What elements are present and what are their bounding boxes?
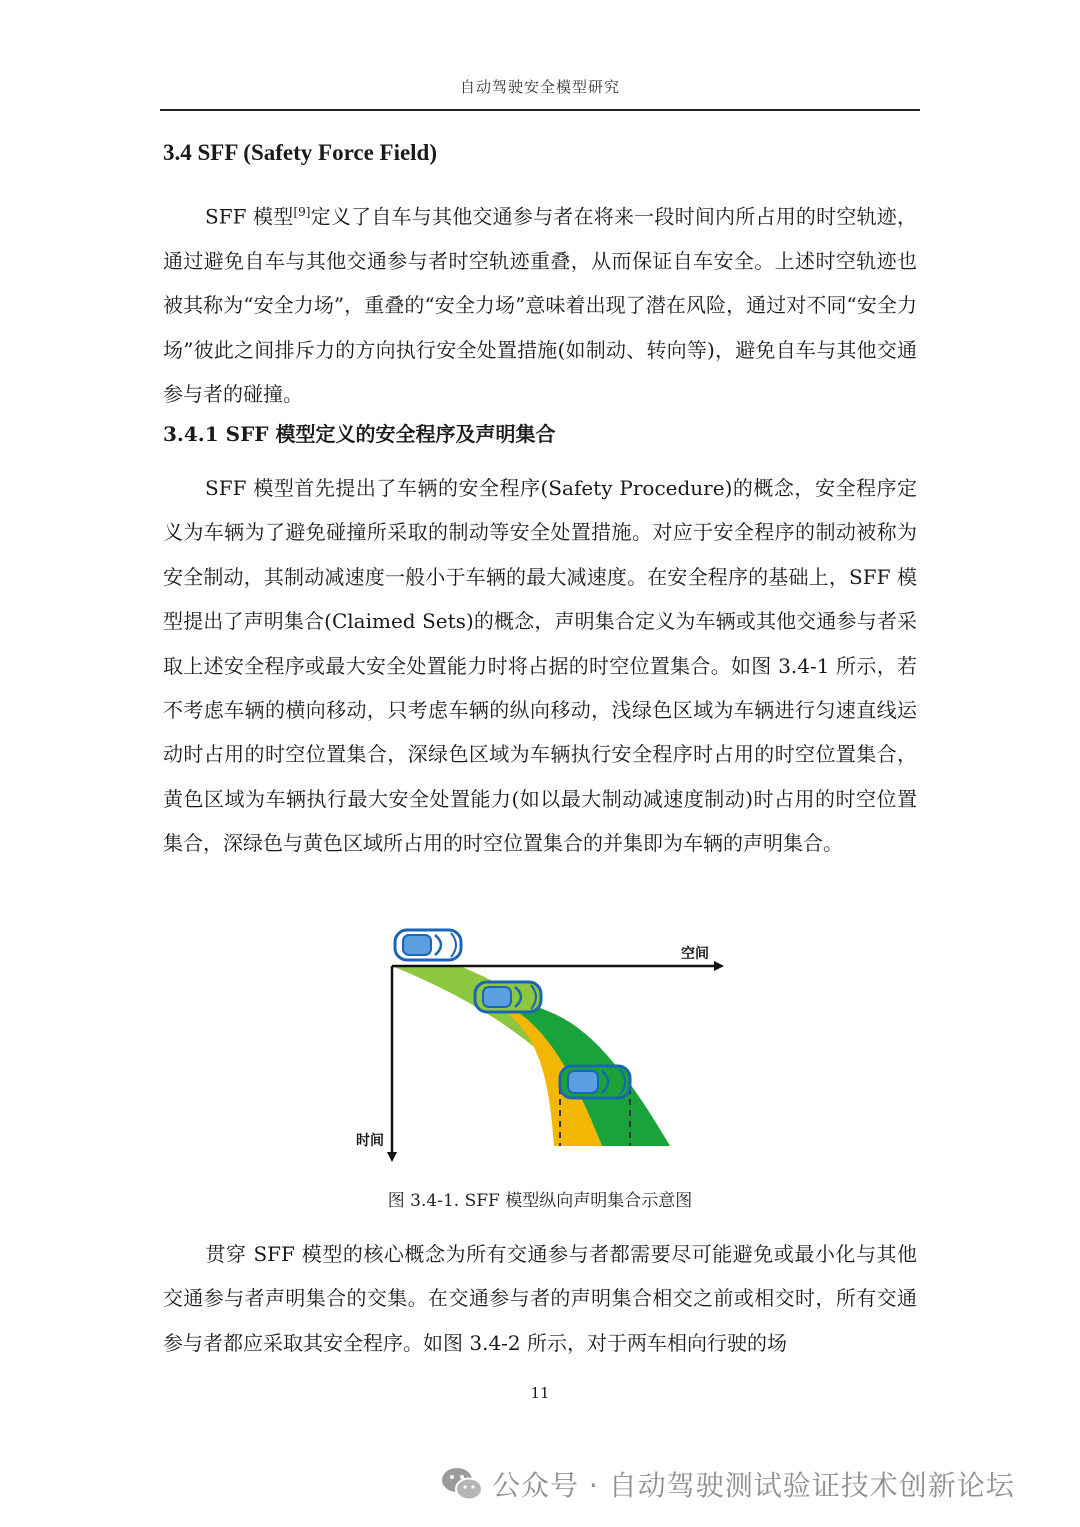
paragraph-safety-procedure: [163, 466, 917, 866]
page-number: 11: [530, 1384, 550, 1402]
paragraph-core-concept: [163, 1232, 917, 1365]
car-icon: [395, 930, 461, 960]
para1-text: 定义了自车与其他交通参与者在将来一段时间内所占用的时空轨迹，通过避免自车与其他交通参与者时空轨迹重叠，从而保证自车安全。上述时空轨迹也被其称为“安全力场”，重叠的“安全力场”意味着出现了潜在风险，通过对不同“安全力场”彼此之间排斥力的方向执行安全处置措施(如制动、转向等)，避免自车与其他交通参与者的碰撞。: [163, 204, 918, 407]
header-divider: [160, 109, 920, 111]
x-axis-arrow: [714, 961, 724, 971]
watermark-text: 公众号 · 自动驾驶测试验证技术创新论坛: [492, 1469, 1015, 1502]
para3-text: 贯穿 SFF 模型的核心概念为所有交通参与者都需要尽可能避免或最小化与其他交通参与者声明集合的交集。在交通参与者的声明集合相交之前或相交时，所有交通参与者都应采取其安全程序。如图 3.4-2 所示，对于两车相向行驶的场: [163, 1242, 917, 1355]
para1-lead: SFF 模型: [205, 204, 294, 229]
running-header: 自动驾驶安全模型研究: [459, 78, 620, 96]
watermark: [440, 1460, 1015, 1508]
car-icon: [475, 982, 541, 1012]
y-axis-arrow: [387, 1152, 397, 1162]
subsection-heading: 3.4.1 SFF 模型定义的安全程序及声明集合: [163, 422, 556, 446]
car-icon: [560, 1066, 630, 1098]
claimed-set-figure: [340, 918, 740, 1168]
citation-ref[interactable]: [9]: [293, 205, 311, 219]
section-heading: 3.4 SFF (Safety Force Field): [163, 140, 438, 165]
paragraph-sff-intro: [163, 190, 917, 417]
wechat-icon: [440, 1464, 484, 1504]
figure-caption: 图 3.4-1. SFF 模型纵向声明集合示意图: [387, 1191, 693, 1211]
para2-text: SFF 模型首先提出了车辆的安全程序(Safety Procedure)的概念，安全程序定义为车辆为了避免碰撞所采取的制动等安全处置措施。对应于安全程序的制动被称为安全制动，其制动减速度一般小于车辆的最大减速度。在安全程序的基础上，SFF 模型提出了声明集合(Claimed Sets)的概念，声明集合定义为车辆或其他交通参与者采取上述安全程序或最大安全处置能力时将占据的时空位置集合。如图 3.4-1 所示，若不考虑车辆的横向移动，只考虑车辆的纵向移动，浅绿色区域为车辆进行匀速直线运动时占用的时空位置集合，深绿色区域为车辆执行安全程序时占用的时空位置集合，黄色区域为车辆执行最大安全处置能力(如以最大制动减速度制动)时占用的时空位置集合，深绿色与黄色区域所占用的时空位置集合的并集即为车辆的声明集合。: [163, 476, 917, 856]
x-axis-label: 空间: [681, 946, 709, 962]
y-axis-label: 时间: [356, 1133, 384, 1149]
